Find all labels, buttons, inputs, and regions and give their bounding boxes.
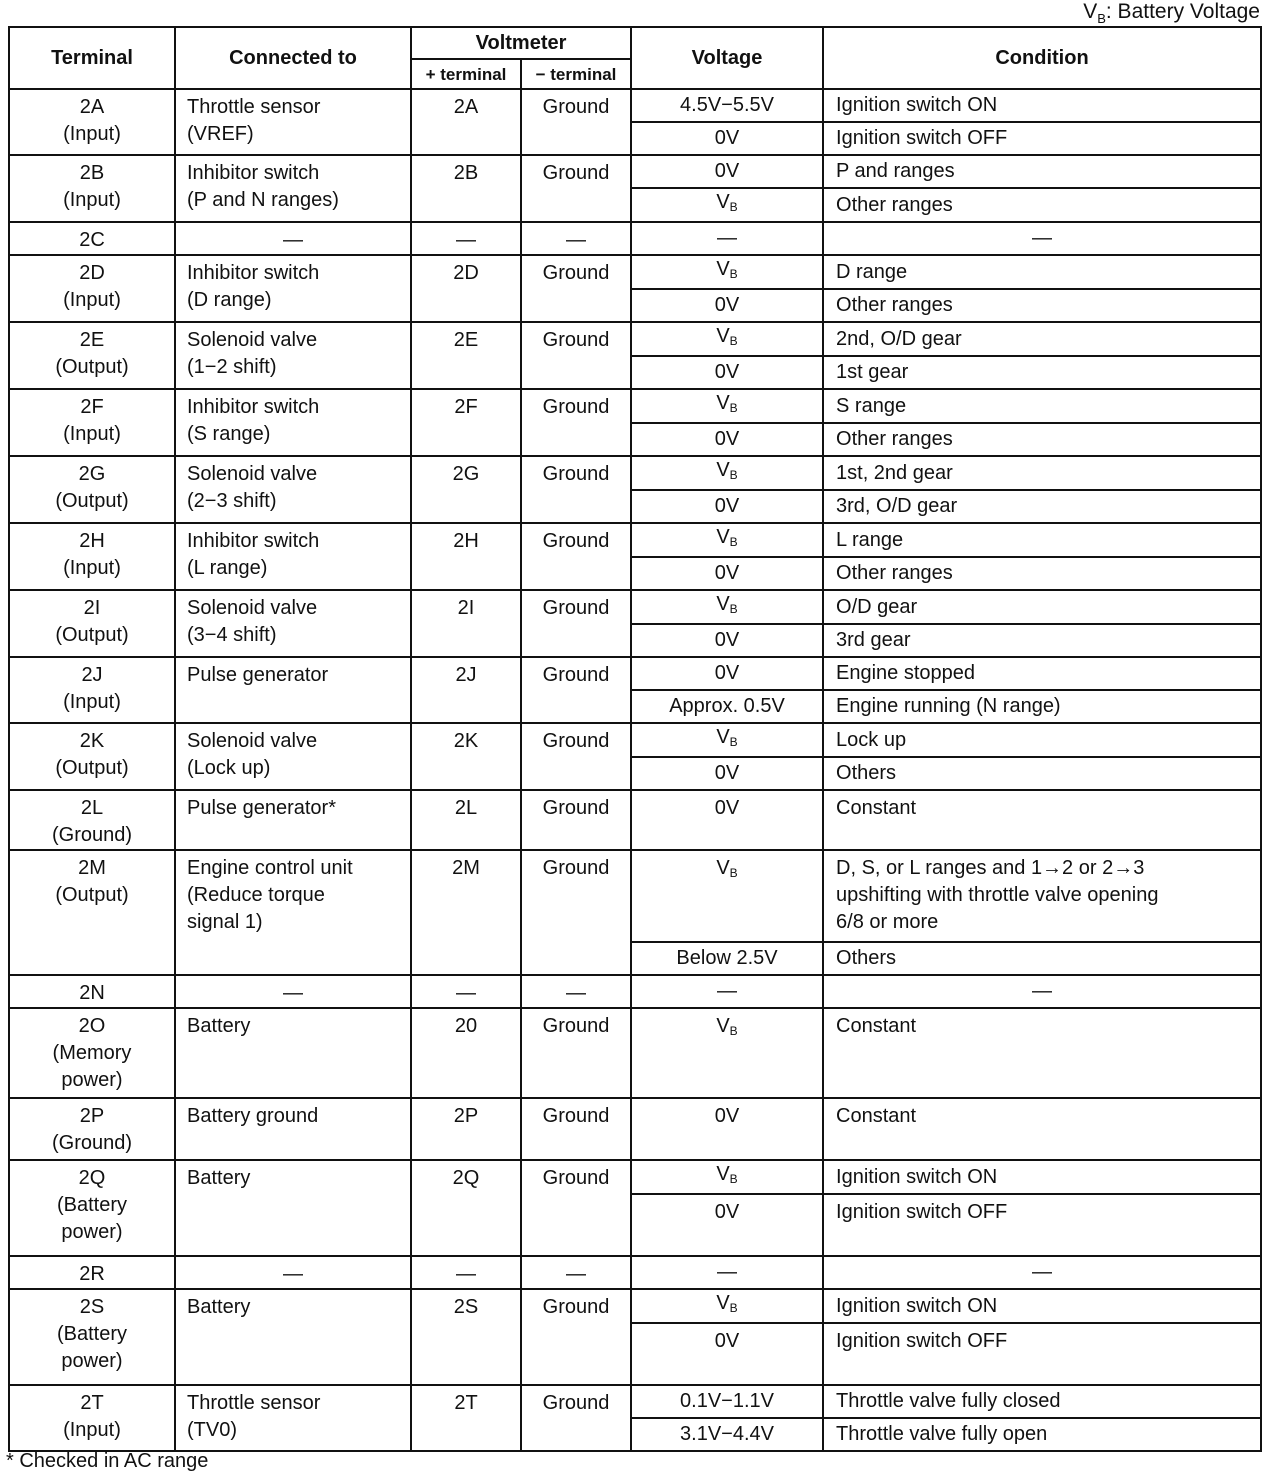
voltage-cell: 0V: [631, 757, 823, 790]
connected-to-cell: Inhibitor switch (D range): [175, 255, 411, 322]
connected-to-cell: Pulse generator: [175, 657, 411, 723]
condition-cell: —: [823, 975, 1261, 1008]
header-condition: Condition: [823, 27, 1261, 89]
table-row: [9, 322, 1261, 356]
minus-terminal-cell: Ground: [521, 723, 631, 790]
table-row: [9, 657, 1261, 690]
terminal-type: (Input): [63, 557, 121, 579]
condition-cell: 2nd, O/D gear: [823, 322, 1261, 356]
terminal-id: 2N: [79, 982, 105, 1004]
terminal-type: (Input): [63, 691, 121, 713]
terminal-cell: [9, 255, 175, 322]
terminal-id: 2I: [83, 597, 101, 619]
minus-terminal-cell: Ground: [521, 850, 631, 975]
minus-terminal-cell: Ground: [521, 523, 631, 590]
voltage-cell: [631, 322, 823, 356]
minus-terminal-cell: —: [521, 975, 631, 1008]
voltage-cell: —: [631, 975, 823, 1008]
battery-voltage-note: $V_B$: Battery Voltage: [1083, 0, 1260, 27]
terminal-cell: [9, 389, 175, 456]
vb-symbol: $V_B$: [716, 1163, 738, 1186]
voltage-cell: —: [631, 1256, 823, 1289]
vb-symbol: $V_B$: [716, 191, 738, 214]
vb-symbol: $V_B$: [716, 459, 738, 482]
minus-terminal-cell: Ground: [521, 1098, 631, 1160]
voltage-cell: 0V: [631, 356, 823, 389]
voltage-cell: 0V: [631, 1098, 823, 1160]
table-row: [9, 1008, 1261, 1098]
table-row: [9, 850, 1261, 942]
table-row: [9, 255, 1261, 289]
header-connected-to: Connected to: [175, 27, 411, 89]
header-plus-terminal: + terminal: [411, 59, 521, 89]
condition-cell: Throttle valve fully open: [823, 1418, 1261, 1451]
connected-to-cell: Throttle sensor (VREF): [175, 89, 411, 155]
voltage-cell: [631, 389, 823, 423]
terminal-id: 2A: [79, 96, 105, 118]
vb-symbol: $V_B$: [716, 526, 738, 549]
table-row: [9, 1160, 1261, 1194]
header-terminal: Terminal: [9, 27, 175, 89]
terminal-type: (Ground): [51, 1132, 133, 1154]
terminal-id: 2L: [80, 797, 104, 819]
plus-terminal-cell: 2J: [411, 657, 521, 723]
table-row: [9, 790, 1261, 850]
terminal-cell: [9, 222, 175, 255]
condition-cell: Ignition switch ON: [823, 1289, 1261, 1323]
voltage-cell: [631, 523, 823, 557]
plus-terminal-cell: —: [411, 222, 521, 255]
minus-terminal-cell: Ground: [521, 657, 631, 723]
terminal-type: (Output): [55, 757, 129, 779]
minus-terminal-cell: Ground: [521, 1008, 631, 1098]
condition-cell: Throttle valve fully closed: [823, 1385, 1261, 1418]
plus-terminal-cell: 20: [411, 1008, 521, 1098]
table-row: [9, 523, 1261, 557]
voltage-cell: 0V: [631, 624, 823, 657]
terminal-id: 2D: [79, 262, 105, 284]
connected-to-cell: Solenoid valve (Lock up): [175, 723, 411, 790]
plus-terminal-cell: 2Q: [411, 1160, 521, 1256]
terminal-id: 2J: [81, 664, 103, 686]
vb-symbol: $V_B$: [716, 1015, 738, 1038]
plus-terminal-cell: 2F: [411, 389, 521, 456]
connected-to-cell: —: [175, 222, 411, 255]
minus-terminal-cell: Ground: [521, 1160, 631, 1256]
voltage-cell: [631, 850, 823, 942]
condition-cell: Others: [823, 757, 1261, 790]
plus-terminal-cell: 2M: [411, 850, 521, 975]
plus-terminal-cell: 2K: [411, 723, 521, 790]
header-voltage: Voltage: [631, 27, 823, 89]
plus-terminal-cell: 2H: [411, 523, 521, 590]
vb-symbol: $V_B$: [716, 258, 738, 281]
terminal-id: 2G: [78, 463, 106, 485]
connected-to-cell: Battery: [175, 1289, 411, 1385]
connected-to-cell: Solenoid valve (3−4 shift): [175, 590, 411, 657]
plus-terminal-cell: —: [411, 975, 521, 1008]
minus-terminal-cell: Ground: [521, 1289, 631, 1385]
terminal-type: (Input): [63, 123, 121, 145]
table-row: [9, 590, 1261, 624]
voltage-cell: [631, 1289, 823, 1323]
terminal-cell: [9, 590, 175, 657]
terminal-type: (Input): [63, 423, 121, 445]
voltage-cell: 0V: [631, 423, 823, 456]
connected-to-cell: —: [175, 1256, 411, 1289]
voltage-cell: [631, 590, 823, 624]
table-row: [9, 1289, 1261, 1323]
condition-cell: Constant: [823, 790, 1261, 850]
terminal-type: (Battery power): [56, 1194, 128, 1243]
condition-cell: 1st gear: [823, 356, 1261, 389]
minus-terminal-cell: Ground: [521, 790, 631, 850]
connected-to-cell: Solenoid valve (2−3 shift): [175, 456, 411, 523]
voltage-cell: Approx. 0.5V: [631, 690, 823, 723]
plus-terminal-cell: 2P: [411, 1098, 521, 1160]
condition-cell: S range: [823, 389, 1261, 423]
terminal-type: (Battery power): [56, 1323, 128, 1372]
plus-terminal-cell: 2D: [411, 255, 521, 322]
table-row: [9, 1098, 1261, 1160]
terminal-cell: [9, 790, 175, 850]
voltage-cell: 0V: [631, 155, 823, 188]
condition-cell: Other ranges: [823, 423, 1261, 456]
terminal-id: 2H: [79, 530, 105, 552]
terminal-cell: [9, 1098, 175, 1160]
voltage-cell: 0V: [631, 557, 823, 590]
table-row: [9, 155, 1261, 188]
vb-symbol: $V_B$: [716, 726, 738, 749]
terminal-cell: [9, 89, 175, 155]
condition-cell: Ignition switch ON: [823, 89, 1261, 122]
table-row: [9, 1256, 1261, 1289]
terminal-id: 2E: [79, 329, 105, 351]
condition-cell: D range: [823, 255, 1261, 289]
terminal-type: (Memory power): [52, 1042, 132, 1091]
terminal-cell: [9, 456, 175, 523]
voltage-cell: 0V: [631, 122, 823, 155]
connected-to-cell: Battery: [175, 1160, 411, 1256]
header-voltmeter: Voltmeter: [411, 27, 631, 59]
terminal-cell: [9, 155, 175, 222]
terminal-id: 2Q: [78, 1167, 106, 1189]
table-body: [9, 89, 1261, 1451]
vb-symbol: $V_B$: [716, 1292, 738, 1315]
condition-cell: —: [823, 222, 1261, 255]
terminal-id: 2M: [78, 857, 106, 879]
terminal-cell: [9, 523, 175, 590]
terminal-cell: [9, 1385, 175, 1451]
condition-cell: Engine running (N range): [823, 690, 1261, 723]
condition-cell: L range: [823, 523, 1261, 557]
condition-cell: Constant: [823, 1008, 1261, 1098]
condition-cell: Others: [823, 942, 1261, 975]
plus-terminal-cell: —: [411, 1256, 521, 1289]
plus-terminal-cell: 2B: [411, 155, 521, 222]
table-row: [9, 389, 1261, 423]
terminal-type: (Output): [55, 884, 129, 906]
connected-to-cell: Pulse generator*: [175, 790, 411, 850]
connected-to-cell: Engine control unit (Reduce torque signal 1): [175, 850, 411, 975]
minus-terminal-cell: Ground: [521, 456, 631, 523]
connected-to-cell: Battery ground: [175, 1098, 411, 1160]
condition-cell: P and ranges: [823, 155, 1261, 188]
voltage-cell: 3.1V−4.4V: [631, 1418, 823, 1451]
terminal-id: 2K: [79, 730, 105, 752]
terminal-type: (Input): [63, 289, 121, 311]
terminal-type: (Output): [55, 490, 129, 512]
terminal-id: 2F: [80, 396, 104, 418]
terminal-id: 2T: [80, 1392, 104, 1414]
connected-to-cell: Battery: [175, 1008, 411, 1098]
voltage-cell: 0.1V−1.1V: [631, 1385, 823, 1418]
table-row: [9, 975, 1261, 1008]
terminal-type: (Output): [55, 624, 129, 646]
voltage-cell: —: [631, 222, 823, 255]
table-row: [9, 723, 1261, 757]
minus-terminal-cell: Ground: [521, 255, 631, 322]
minus-terminal-cell: Ground: [521, 322, 631, 389]
terminal-cell: [9, 1008, 175, 1098]
terminal-id: 2B: [79, 162, 105, 184]
terminal-type: (Input): [63, 189, 121, 211]
connected-to-cell: Solenoid valve (1−2 shift): [175, 322, 411, 389]
plus-terminal-cell: 2A: [411, 89, 521, 155]
condition-cell: Lock up: [823, 723, 1261, 757]
table-row: [9, 456, 1261, 490]
minus-terminal-cell: Ground: [521, 89, 631, 155]
minus-terminal-cell: —: [521, 222, 631, 255]
condition-cell: Ignition switch OFF: [823, 1323, 1261, 1385]
voltage-cell: 4.5V−5.5V: [631, 89, 823, 122]
condition-cell: 1st, 2nd gear: [823, 456, 1261, 490]
minus-terminal-cell: —: [521, 1256, 631, 1289]
connected-to-cell: Throttle sensor (TV0): [175, 1385, 411, 1451]
table-row: [9, 89, 1261, 122]
condition-cell: Engine stopped: [823, 657, 1261, 690]
condition-cell: —: [823, 1256, 1261, 1289]
terminal-id: 2P: [79, 1105, 105, 1127]
condition-cell: 3rd gear: [823, 624, 1261, 657]
condition-cell: Other ranges: [823, 557, 1261, 590]
connected-to-cell: —: [175, 975, 411, 1008]
vb-symbol: $V_B$: [716, 325, 738, 348]
terminal-type: (Input): [63, 1419, 121, 1441]
voltage-cell: [631, 723, 823, 757]
table-row: [9, 222, 1261, 255]
plus-terminal-cell: 2G: [411, 456, 521, 523]
voltage-cell: 0V: [631, 1194, 823, 1256]
condition-cell: Ignition switch ON: [823, 1160, 1261, 1194]
condition-cell: 3rd, O/D gear: [823, 490, 1261, 523]
header-minus-terminal: − terminal: [521, 59, 631, 89]
voltage-cell: 0V: [631, 490, 823, 523]
voltage-cell: [631, 1008, 823, 1098]
terminal-id: 2C: [79, 229, 105, 251]
terminal-id: 2S: [79, 1296, 105, 1318]
condition-cell: Ignition switch OFF: [823, 122, 1261, 155]
terminal-id: 2R: [79, 1263, 105, 1285]
condition-cell: O/D gear: [823, 590, 1261, 624]
terminal-cell: [9, 657, 175, 723]
plus-terminal-cell: 2I: [411, 590, 521, 657]
terminal-table: [8, 26, 1262, 1452]
condition-cell: Ignition switch OFF: [823, 1194, 1261, 1256]
terminal-type: (Output): [55, 356, 129, 378]
vb-symbol: $V_B$: [716, 857, 738, 880]
voltage-cell: [631, 1160, 823, 1194]
terminal-cell: [9, 723, 175, 790]
condition-cell: Constant: [823, 1098, 1261, 1160]
voltage-cell: 0V: [631, 657, 823, 690]
terminal-cell: [9, 975, 175, 1008]
footnote: * Checked in AC range: [6, 1450, 209, 1472]
plus-terminal-cell: 2E: [411, 322, 521, 389]
voltage-cell: Below 2.5V: [631, 942, 823, 975]
condition-cell: D, S, or L ranges and 1→2 or 2→3 upshifting with throttle valve opening 6/8 or more: [823, 850, 1261, 942]
plus-terminal-cell: 2L: [411, 790, 521, 850]
terminal-cell: [9, 1289, 175, 1385]
condition-cell: Other ranges: [823, 289, 1261, 322]
terminal-type: (Ground): [51, 824, 133, 846]
voltage-cell: [631, 255, 823, 289]
vb-symbol: $V_B$: [716, 392, 738, 415]
terminal-cell: [9, 850, 175, 975]
condition-cell: Other ranges: [823, 188, 1261, 222]
voltage-cell: 0V: [631, 790, 823, 850]
minus-terminal-cell: Ground: [521, 1385, 631, 1451]
terminal-cell: [9, 322, 175, 389]
voltage-cell: [631, 188, 823, 222]
table-row: [9, 1385, 1261, 1418]
plus-terminal-cell: 2S: [411, 1289, 521, 1385]
minus-terminal-cell: Ground: [521, 155, 631, 222]
vb-symbol: $V_B$: [716, 593, 738, 616]
connected-to-cell: Inhibitor switch (P and N ranges): [175, 155, 411, 222]
voltage-cell: 0V: [631, 1323, 823, 1385]
minus-terminal-cell: Ground: [521, 389, 631, 456]
minus-terminal-cell: Ground: [521, 590, 631, 657]
terminal-cell: [9, 1160, 175, 1256]
terminal-id: 2O: [78, 1015, 106, 1037]
voltage-cell: 0V: [631, 289, 823, 322]
voltage-cell: [631, 456, 823, 490]
plus-terminal-cell: 2T: [411, 1385, 521, 1451]
connected-to-cell: Inhibitor switch (S range): [175, 389, 411, 456]
connected-to-cell: Inhibitor switch (L range): [175, 523, 411, 590]
terminal-cell: [9, 1256, 175, 1289]
